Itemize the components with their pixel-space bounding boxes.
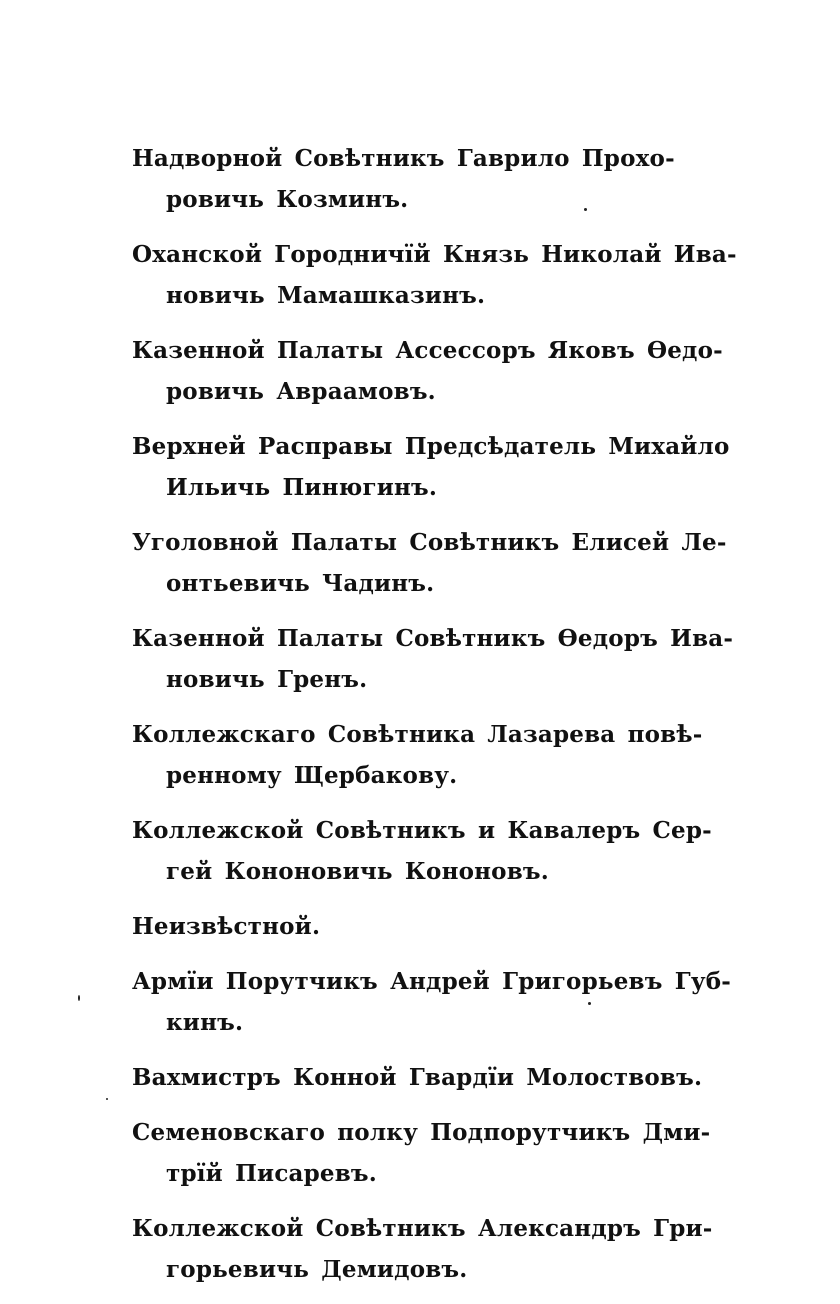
list-entry <box>132 810 712 892</box>
list-entry <box>132 1112 711 1194</box>
entry-line-continued: ренному Щербакову. <box>166 762 458 789</box>
entry-line-continued: новичь Мамашказинъ. <box>166 282 486 309</box>
list-entry <box>132 714 703 796</box>
list-entry <box>132 330 723 412</box>
entry-line-continued: Ильичь Пинюгинъ. <box>166 474 438 501</box>
entry-line-continued: горьевичь Демидовъ. <box>166 1256 468 1283</box>
entry-line-continued: ровичь Авраамовъ. <box>166 378 436 405</box>
list-entry <box>132 1208 713 1290</box>
list-entry <box>132 906 692 947</box>
entry-line: Казенной Палаты Ассессоръ Яковъ Ѳедо- <box>132 337 723 364</box>
entry-line: Надворной Совѣтникъ Гаврило Прохо- <box>132 145 675 172</box>
entry-line: Вахмистръ Конной Гвардїи Молоствовъ. <box>132 1064 703 1091</box>
list-entry <box>132 426 730 508</box>
entry-line: Коллежскаго Совѣтника Лазарева повѣ- <box>132 721 703 748</box>
entry-line: Уголовной Палаты Совѣтникъ Елисей Ле- <box>132 529 727 556</box>
list-entry <box>132 1057 703 1098</box>
entry-line-continued: кинъ. <box>166 1009 244 1036</box>
entry-line: Семеновскаго полку Подпорутчикъ Дми- <box>132 1119 711 1146</box>
entry-line: Коллежской Совѣтникъ и Кавалеръ Сер- <box>132 817 712 844</box>
scan-speck <box>588 1002 591 1005</box>
entry-line: Оханской Городничїй Князь Николай Ива- <box>132 241 737 268</box>
scan-speck <box>106 1098 108 1100</box>
name-list <box>132 138 737 1304</box>
list-entry <box>132 961 732 1043</box>
scan-speck <box>584 208 587 211</box>
entry-line: Верхней Расправы Предсѣдатель Михайло <box>132 433 730 460</box>
entry-line-continued: трїй Писаревъ. <box>166 1160 377 1187</box>
entry-line-continued: онтьевичь Чадинъ. <box>166 570 435 597</box>
entry-line: Армїи Порутчикъ Андрей Григорьевъ Губ- <box>132 968 732 995</box>
list-entry <box>132 138 692 220</box>
list-entry <box>132 618 734 700</box>
entry-line-continued: гей Кононовичь Кононовъ. <box>166 858 549 885</box>
entry-line: Казенной Палаты Совѣтникъ Ѳедоръ Ива- <box>132 625 734 652</box>
list-entry <box>132 522 727 604</box>
entry-line-continued: ровичь Козминъ. <box>166 186 409 213</box>
entry-line-continued: новичь Гренъ. <box>166 666 368 693</box>
scan-speck <box>78 995 80 1001</box>
list-entry <box>132 234 737 316</box>
entry-line: Коллежской Совѣтникъ Александръ Гри- <box>132 1215 713 1242</box>
entry-line: Неизвѣстной. <box>132 913 321 940</box>
